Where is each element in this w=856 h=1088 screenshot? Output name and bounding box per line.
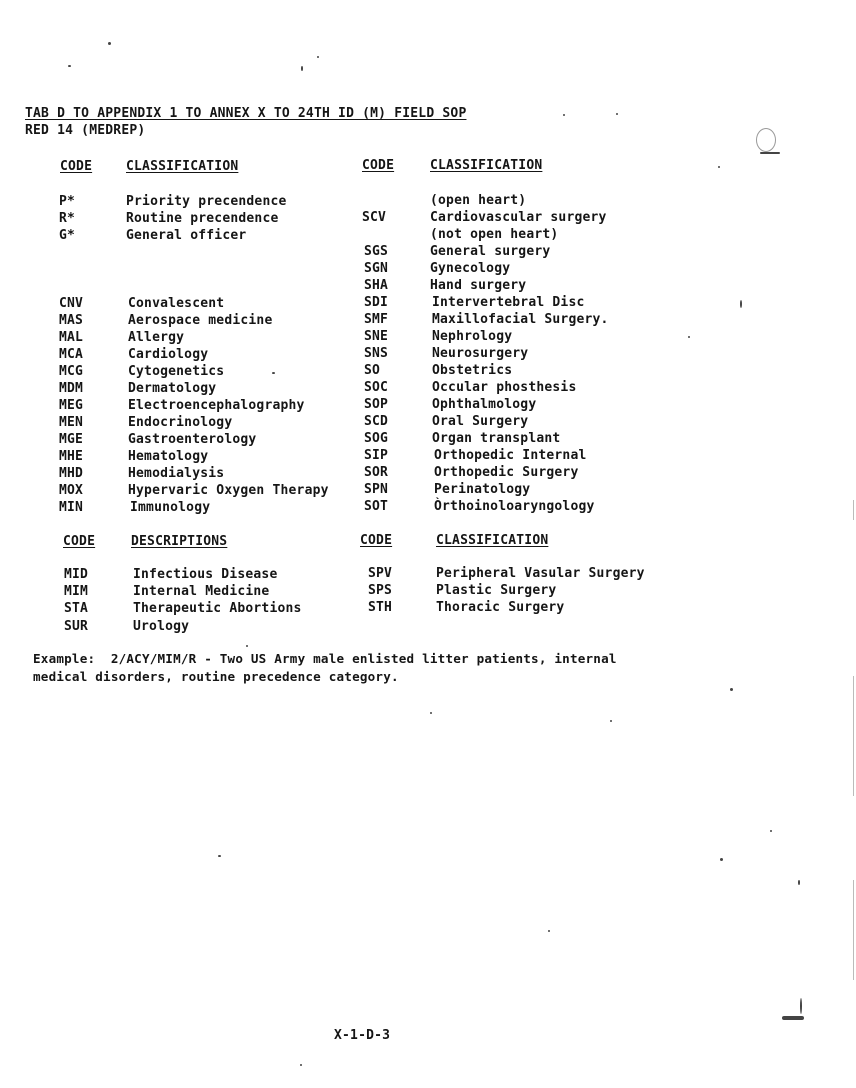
scan-speck <box>770 830 772 832</box>
scan-edge <box>853 880 854 980</box>
table-cell-code: SOR <box>364 465 389 480</box>
table-cell-label: Cardiology <box>128 347 209 362</box>
table-cell-code: SHA <box>364 278 389 293</box>
scan-speck <box>548 930 550 932</box>
table-cell-label: Therapeutic Abortions <box>133 601 302 616</box>
table-cell-label: Plastic Surgery <box>436 583 557 598</box>
table-cell-code: SNS <box>364 346 389 361</box>
table-cell-label: General surgery <box>430 244 551 259</box>
page-number: X-1-D-3 <box>334 1028 391 1043</box>
table-cell-code: STA <box>64 601 89 616</box>
table-cell-label: Priority precendence <box>126 194 287 209</box>
table-cell-code: MIM <box>64 584 89 599</box>
scan-speck <box>616 113 618 115</box>
table-cell-label: Oral Surgery <box>432 414 529 429</box>
table-cell-code: MHD <box>59 466 84 481</box>
table1-header-classification: CLASSIFICATION <box>126 159 239 174</box>
table-cell-code: SPN <box>364 482 389 497</box>
table2-header-descriptions: DESCRIPTIONS <box>131 534 228 549</box>
table-cell-label: Hematology <box>128 449 209 464</box>
scan-speck <box>782 1016 804 1020</box>
scan-speck <box>430 712 432 714</box>
scan-speck <box>272 372 275 374</box>
table-cell-code: R* <box>59 211 76 226</box>
table-cell-label: Gynecology <box>430 261 511 276</box>
scan-speck <box>756 128 776 152</box>
table1-header-code: CODE <box>60 159 93 174</box>
table2-header-classification: CLASSIFICATION <box>436 533 549 548</box>
table-cell-label: (open heart) <box>430 193 527 208</box>
table-cell-code: SPV <box>368 566 393 581</box>
table-cell-label: Occular phosthesis <box>432 380 577 395</box>
table-cell-code: MAS <box>59 313 84 328</box>
table-cell-label: Endocrinology <box>128 415 233 430</box>
table-cell-code: SGN <box>364 261 389 276</box>
scan-speck <box>798 880 800 885</box>
table-cell-label: Convalescent <box>128 296 225 311</box>
table-cell-label: Òrthoinoloaryngology <box>434 499 595 514</box>
table-cell-label: Hand surgery <box>430 278 527 293</box>
scan-speck <box>720 858 723 861</box>
table-cell-code: SCV <box>362 210 387 225</box>
table-cell-code: SDI <box>364 295 389 310</box>
scan-speck <box>300 1064 302 1066</box>
table-cell-label: Routine precendence <box>126 211 279 226</box>
table-cell-code: SNE <box>364 329 389 344</box>
scan-speck <box>688 336 690 338</box>
scan-speck <box>563 114 565 116</box>
document-subtitle: RED 14 (MEDREP) <box>25 123 146 138</box>
table-cell-label: Urology <box>133 619 190 634</box>
scan-speck <box>760 152 780 154</box>
scan-edge <box>853 500 854 520</box>
scan-speck <box>317 56 319 58</box>
table-cell-code: CNV <box>59 296 84 311</box>
table-cell-code: MCG <box>59 364 84 379</box>
table-cell-code: MCA <box>59 347 84 362</box>
scan-speck <box>740 300 742 308</box>
table-cell-code: STH <box>368 600 393 615</box>
table-cell-code: MGE <box>59 432 84 447</box>
scan-speck <box>800 998 802 1014</box>
table-cell-label: Organ transplant <box>432 431 561 446</box>
table1-header-code-right: CODE <box>362 158 395 173</box>
table-cell-code: MIN <box>59 500 84 515</box>
table-cell-code: G* <box>59 228 76 243</box>
table-cell-code: MOX <box>59 483 84 498</box>
scan-speck <box>108 42 111 45</box>
scan-speck <box>246 645 248 647</box>
scan-speck <box>68 65 71 67</box>
table-cell-code: MDM <box>59 381 84 396</box>
table-cell-label: Orthopedic Surgery <box>434 465 579 480</box>
table2-header-code: CODE <box>63 534 96 549</box>
table-cell-label: General officer <box>126 228 247 243</box>
table-cell-label: Aerospace medicine <box>128 313 273 328</box>
table-cell-code: SOC <box>364 380 389 395</box>
table-cell-label: Electroencephalography <box>128 398 305 413</box>
table-cell-label: Dermatology <box>128 381 217 396</box>
table-cell-code: SOP <box>364 397 389 412</box>
table-cell-code: SUR <box>64 619 89 634</box>
table-cell-label: Infectious Disease <box>133 567 278 582</box>
table-cell-code: SO <box>364 363 381 378</box>
table2-header-code-right: CODE <box>360 533 393 548</box>
table-cell-label: Gastroenterology <box>128 432 257 447</box>
table-cell-label: Internal Medicine <box>133 584 270 599</box>
table-cell-label: Nephrology <box>432 329 513 344</box>
scan-speck <box>610 720 612 722</box>
scan-speck <box>718 166 720 168</box>
scan-speck <box>218 855 221 857</box>
table-cell-code: MHE <box>59 449 84 464</box>
table-cell-code: P* <box>59 194 76 209</box>
table-cell-code: SIP <box>364 448 389 463</box>
table-cell-label: Allergy <box>128 330 185 345</box>
table-cell-label: Intervertebral Disc <box>432 295 585 310</box>
table-cell-label: Orthopedic Internal <box>434 448 587 463</box>
scan-edge <box>853 676 854 796</box>
table-cell-code: SMF <box>364 312 389 327</box>
table-cell-label: Peripheral Vasular Surgery <box>436 566 645 581</box>
table-cell-code: MEG <box>59 398 84 413</box>
table-cell-code: SOT <box>364 499 389 514</box>
example-line-2: medical disorders, routine precedence category. <box>33 669 399 684</box>
table-cell-label: Thoracic Surgery <box>436 600 565 615</box>
table-cell-code: MAL <box>59 330 84 345</box>
table-cell-label: Neurosurgery <box>432 346 529 361</box>
table-cell-code: MID <box>64 567 89 582</box>
table1-header-classification-right: CLASSIFICATION <box>430 158 543 173</box>
table-cell-code: SCD <box>364 414 389 429</box>
table-cell-label: Cytogenetics <box>128 364 225 379</box>
table-cell-code: SPS <box>368 583 393 598</box>
table-cell-label: Hypervaric Oxygen Therapy <box>128 483 329 498</box>
table-cell-label: Cardiovascular surgery <box>430 210 607 225</box>
table-cell-code: MEN <box>59 415 84 430</box>
table-cell-code: SGS <box>364 244 389 259</box>
table-cell-label: Ophthalmology <box>432 397 537 412</box>
example-line-1: Example: 2/ACY/MIM/R - Two US Army male enlisted litter patients, internal <box>33 651 617 666</box>
table-cell-label: (not open heart) <box>430 227 559 242</box>
scan-speck <box>301 66 303 71</box>
table-cell-code: SOG <box>364 431 389 446</box>
table-cell-label: Maxillofacial Surgery. <box>432 312 609 327</box>
table-cell-label: Hemodialysis <box>128 466 225 481</box>
table-cell-label: Perinatology <box>434 482 531 497</box>
table-cell-label: Immunology <box>130 500 211 515</box>
scan-speck <box>730 688 733 691</box>
document-title: TAB D TO APPENDIX 1 TO ANNEX X TO 24TH ID (M) FIELD SOP <box>25 106 467 121</box>
table-cell-label: Obstetrics <box>432 363 513 378</box>
